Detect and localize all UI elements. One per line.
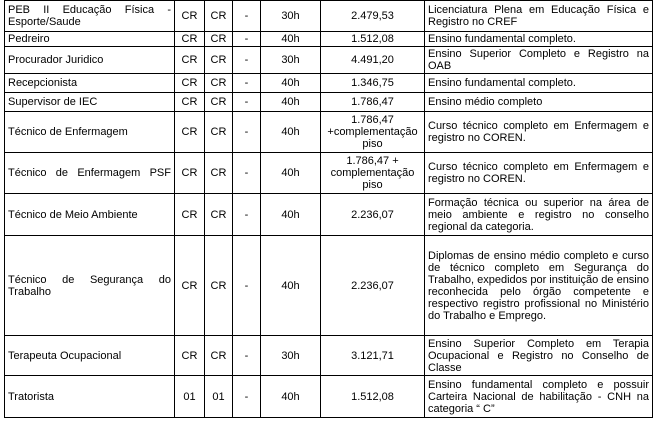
table-row (5, 1, 653, 32)
requisito-cell: Ensino fundamental completo. (425, 74, 653, 93)
vagas-cell: CR (175, 47, 205, 74)
salario-cell: 3.121,71 (321, 336, 425, 376)
pcd-cell: - (233, 74, 261, 93)
vagas-cell: CR (175, 93, 205, 112)
carga-horaria-cell: 30h (261, 1, 321, 32)
salario-cell: 2.479,53 (321, 1, 425, 32)
requisito-cell: Ensino fundamental completo. (425, 32, 653, 47)
pcd-cell: - (233, 47, 261, 74)
carga-horaria-cell: 40h (261, 32, 321, 47)
salario-cell: 1.786,47 (321, 93, 425, 112)
vagas-cell: 01 (175, 376, 205, 418)
vagas-cell: CR (175, 236, 205, 336)
pcd-cell: - (233, 336, 261, 376)
carga-horaria-cell: 40h (261, 153, 321, 194)
requisito-cell: Curso técnico completo em Enfermagem e registro no COREN. (425, 112, 653, 153)
cargo-cell: Terapeuta Ocupacional (5, 336, 175, 376)
salario-cell: 2.236,07 (321, 194, 425, 236)
cargo-cell: Recepcionista (5, 74, 175, 93)
cargo-cell: Técnico de Enfermagem (5, 112, 175, 153)
cargo-cell: Técnico de Segurança do Trabalho (5, 236, 175, 336)
table-row (5, 153, 653, 194)
ampla-cell: 01 (205, 376, 233, 418)
pcd-cell: - (233, 194, 261, 236)
requisito-cell: Curso técnico completo em Enfermagem e registro no COREN. (425, 153, 653, 194)
pcd-cell: - (233, 1, 261, 32)
salario-cell: 1.346,75 (321, 74, 425, 93)
cargo-cell: Tratorista (5, 376, 175, 418)
table-row (5, 112, 653, 153)
table-row (5, 32, 653, 47)
vagas-cell: CR (175, 336, 205, 376)
ampla-cell: CR (205, 194, 233, 236)
salario-cell: 1.786,47 +complementação piso (321, 112, 425, 153)
vagas-cell: CR (175, 194, 205, 236)
ampla-cell: CR (205, 32, 233, 47)
ampla-cell: CR (205, 74, 233, 93)
requisito-cell: Formação técnica ou superior na área de meio ambiente e registro no conselho regional da categoria. (425, 194, 653, 236)
carga-horaria-cell: 40h (261, 93, 321, 112)
carga-horaria-cell: 40h (261, 194, 321, 236)
pcd-cell: - (233, 236, 261, 336)
cargo-cell: Supervisor de IEC (5, 93, 175, 112)
ampla-cell: CR (205, 112, 233, 153)
pcd-cell: - (233, 93, 261, 112)
pcd-cell: - (233, 32, 261, 47)
carga-horaria-cell: 30h (261, 336, 321, 376)
table-row (5, 336, 653, 376)
cargo-cell: Procurador Juridico (5, 47, 175, 74)
jobs-table (4, 0, 653, 418)
table-row (5, 194, 653, 236)
ampla-cell: CR (205, 47, 233, 74)
table-row (5, 47, 653, 74)
requisito-cell: Diplomas de ensino médio completo e curso de técnico completo em Segurança do Trabalho, expedidos por instituição de ensino reconhecida pelo órgão competente e respectivo registro profissional no Ministério do Trabalho e Emprego. (425, 236, 653, 336)
requisito-cell: Ensino Superior Completo e Registro na OAB (425, 47, 653, 74)
ampla-cell: CR (205, 1, 233, 32)
table-row (5, 236, 653, 336)
table-row (5, 376, 653, 418)
pcd-cell: - (233, 376, 261, 418)
salario-cell: 1.512,08 (321, 376, 425, 418)
carga-horaria-cell: 40h (261, 74, 321, 93)
vagas-cell: CR (175, 32, 205, 47)
requisito-cell: Ensino fundamental completo e possuir Carteira Nacional de habilitação - CNH na categoria “ C” (425, 376, 653, 418)
salario-cell: 4.491,20 (321, 47, 425, 74)
salario-cell: 1.786,47 + complementação piso (321, 153, 425, 194)
salario-cell: 2.236,07 (321, 236, 425, 336)
cargo-cell: Técnico de Enfermagem PSF (5, 153, 175, 194)
requisito-cell: Ensino Superior Completo em Terapia Ocupacional e Registro no Conselho de Classe (425, 336, 653, 376)
cargo-cell: Pedreiro (5, 32, 175, 47)
carga-horaria-cell: 30h (261, 47, 321, 74)
ampla-cell: CR (205, 336, 233, 376)
vagas-cell: CR (175, 112, 205, 153)
table-row (5, 93, 653, 112)
table-row (5, 74, 653, 93)
ampla-cell: CR (205, 236, 233, 336)
carga-horaria-cell: 40h (261, 236, 321, 336)
carga-horaria-cell: 40h (261, 112, 321, 153)
vagas-cell: CR (175, 153, 205, 194)
vagas-cell: CR (175, 74, 205, 93)
cargo-cell: PEB II Educação Física - Esporte/Saude (5, 1, 175, 32)
requisito-cell: Licenciatura Plena em Educação Física e Registro no CREF (425, 1, 653, 32)
pcd-cell: - (233, 112, 261, 153)
ampla-cell: CR (205, 93, 233, 112)
cargo-cell: Técnico de Meio Ambiente (5, 194, 175, 236)
salario-cell: 1.512,08 (321, 32, 425, 47)
requisito-cell: Ensino médio completo (425, 93, 653, 112)
ampla-cell: CR (205, 153, 233, 194)
carga-horaria-cell: 40h (261, 376, 321, 418)
pcd-cell: - (233, 153, 261, 194)
vagas-cell: CR (175, 1, 205, 32)
